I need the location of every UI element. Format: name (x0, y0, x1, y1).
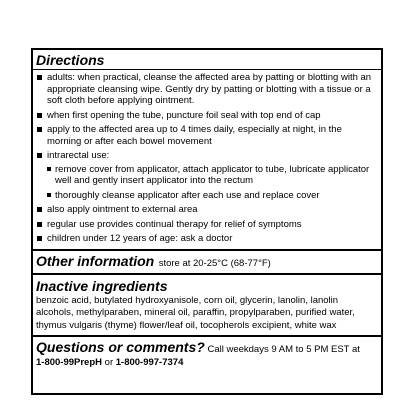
questions-heading: Questions or comments? (36, 339, 205, 355)
bullet-icon (37, 75, 42, 80)
bullet-icon (37, 207, 42, 212)
inactive-ingredients-text: benzoic acid, butylated hydroxyanisole, corn oil, glycerin, lanolin, lanolin alcohols, methylparaben, mineral oil, paraffin, propylparaben, purified water, thymus vulgaris (thyme) flower/leaf oil, tocopherols excipient, white wax (36, 294, 355, 331)
bullet-icon (47, 167, 51, 171)
inactive-ingredients-section (33, 275, 381, 338)
other-information-heading: Other information (36, 252, 155, 269)
bullet-icon (37, 153, 42, 158)
directions-heading: Directions (36, 52, 105, 68)
directions-section (33, 50, 381, 251)
intrarectal-sublist (47, 164, 378, 202)
list-item: children under 12 years of age: ask a doctor (36, 233, 378, 245)
questions-section (33, 337, 381, 370)
list-item: when first opening the tube, puncture foil seal with top end of cap (36, 110, 378, 122)
list-item: intrarectal use: remove cover from applicator, attach applicator to tube, lubricate applicator well and gently insert applicator into the rectum thoroughly cleanse applicator after each use and replace cover (36, 150, 378, 201)
questions-text: Call weekdays 9 AM to 5 PM EST at (207, 344, 360, 355)
list-item: apply to the affected area up to 4 times daily, especially at night, in the morning or after each bowel movement (36, 124, 378, 147)
phone-number-1: 1-800-99PrepH (36, 357, 103, 368)
list-item: adults: when practical, cleanse the affected area by patting or blotting with an appropriate cleansing wipe. Gently dry by patting or blotting with a tissue or a soft cloth before applying ointment. (36, 72, 378, 107)
list-item: also apply ointment to external area (36, 204, 378, 216)
storage-text: store at 20-25°C (68-77°F) (158, 257, 271, 269)
inactive-ingredients-heading: Inactive ingredients (36, 277, 168, 294)
directions-list (36, 72, 378, 245)
sub-list-item: remove cover from applicator, attach applicator to tube, lubricate applicator well and gently insert applicator into the rectum (47, 164, 378, 187)
bullet-icon (37, 127, 42, 132)
phone-number-2: 1-800-997-7374 (115, 357, 184, 368)
drug-facts-panel (31, 48, 383, 395)
other-information-section (33, 251, 381, 275)
sub-list-item: thoroughly cleanse applicator after each use and replace cover (47, 190, 378, 202)
bullet-icon (37, 236, 42, 241)
list-item: regular use provides continual therapy for relief of symptoms (36, 219, 378, 231)
bullet-icon (37, 113, 42, 118)
bullet-icon (37, 222, 42, 227)
phone-separator: or (104, 357, 114, 368)
directions-header (33, 50, 381, 70)
bullet-icon (47, 193, 51, 197)
